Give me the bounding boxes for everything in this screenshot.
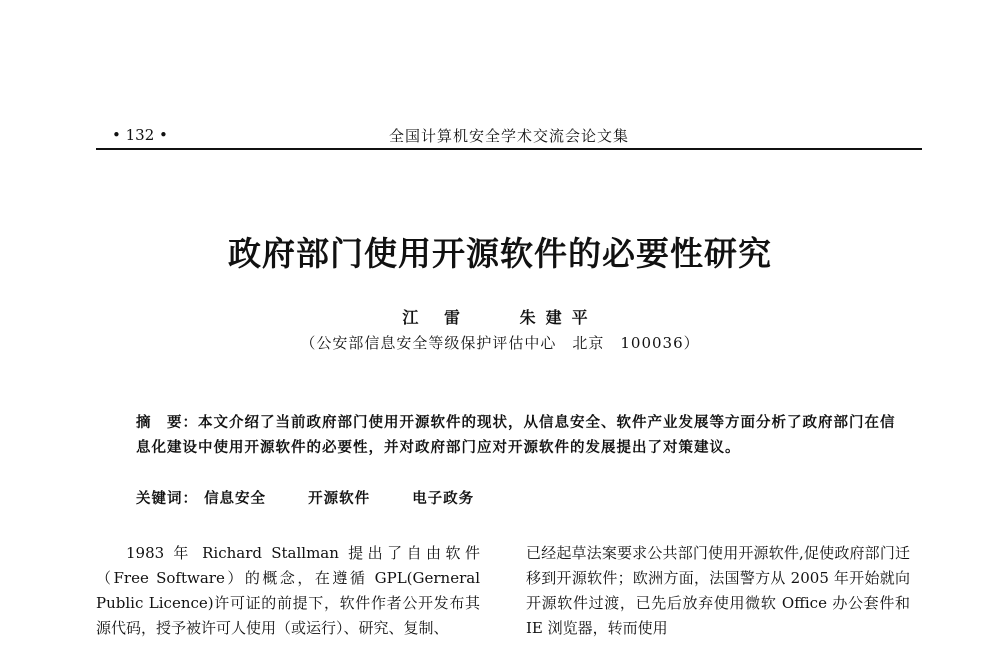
keyword: 信息安全 [204, 490, 267, 507]
keyword: 开源软件 [308, 490, 371, 507]
affiliation: （公安部信息安全等级保护评估中心 北京 100036） [300, 334, 700, 352]
page-number: • 132 • [112, 126, 168, 144]
abstract [136, 410, 896, 460]
journal-title: 全国计算机安全学术交流会论文集 [388, 127, 629, 145]
authors [0, 305, 1000, 328]
keywords-label: 关键词： [136, 490, 198, 507]
abstract-label: 摘 要： [136, 414, 198, 431]
abstract-text: 本文介绍了当前政府部门使用开源软件的现状，从信息安全、软件产业发展等方面分析了政府部门在信息化建设中使用开源软件的必要性，并对政府部门应对开源软件的发展提出了对策建议。 [136, 414, 896, 456]
keywords [136, 487, 510, 508]
body-column-right [526, 541, 910, 641]
author-2: 朱建平 [519, 308, 598, 327]
body-column-left [96, 541, 480, 641]
keyword: 电子政务 [412, 490, 475, 507]
body-paragraph: 已经起草法案要求公共部门使用开源软件,促使政府部门迁移到开源软件；欧洲方面，法国警方从 2005 年开始就向开源软件过渡，已先后放弃使用微软 Office 办公套件和 IE 浏览器，转而使用 [526, 544, 910, 637]
paper-title: 政府部门使用开源软件的必要性研究 [228, 234, 772, 273]
author-1: 江 雷 [402, 308, 470, 327]
body-paragraph: 1983 年 Richard Stallman 提出了自由软件（Free Software）的概念，在遵循 GPL(Gerneral Public Licence)许可证的前提下，软件作者公开发布其源代码，授予被许可人使用（或运行）、研究、复制、 [96, 544, 480, 637]
running-header [96, 124, 922, 150]
